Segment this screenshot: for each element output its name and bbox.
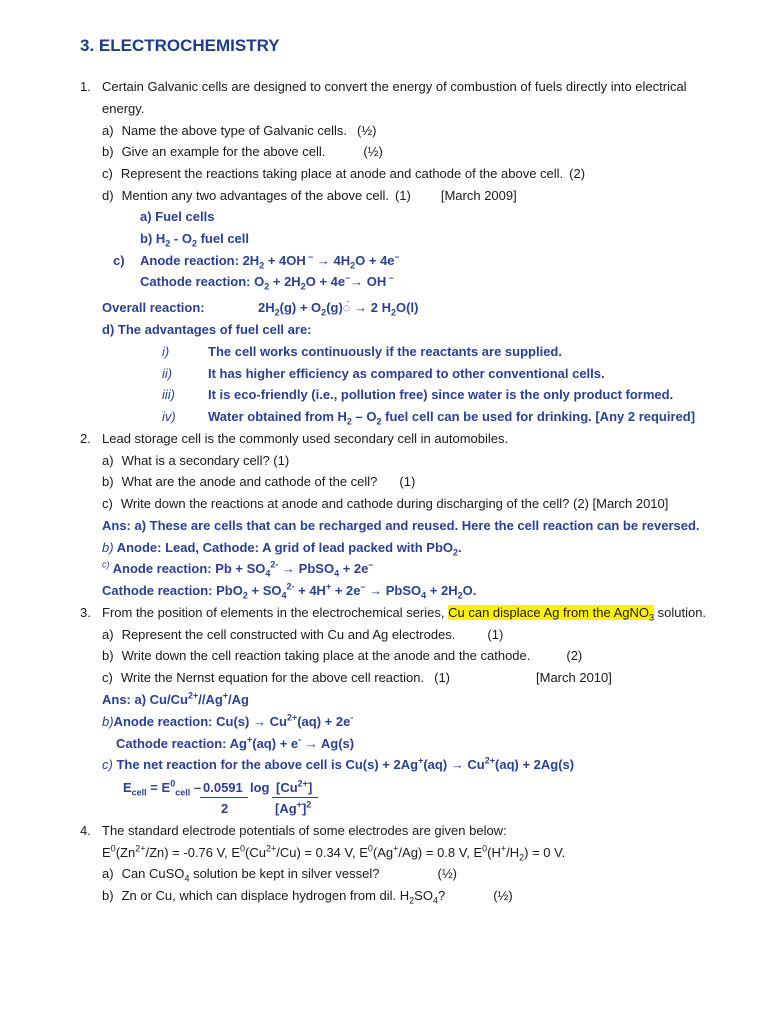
nernst-numerator: 0.0591 — [203, 780, 243, 795]
advantage-item: The cell works continuously if the reactants are supplied. — [208, 344, 562, 359]
nernst-log: log — [250, 780, 270, 795]
answer-a: a) Fuel cells — [140, 209, 215, 224]
answer-a: Ans: a) $Cu/Cu^{2+}//Ag^+/Ag$ — [102, 690, 249, 707]
advantage-item: It has higher efficiency as compared to other conventional cells. — [208, 366, 605, 381]
overall-reaction: $2H_2(g)$ + $O_2(g)◌̇ \to 2$ $H_2O(l)$ — [258, 300, 419, 318]
question-number: 3. — [80, 605, 91, 620]
nernst-reactant-conc: $[Ag^+]^2$ — [275, 799, 312, 816]
cathode-reaction: Cathode reaction: $PbO_2 + SO_4^{2-} + 4H^+ + 2e^-$ → PbSO$_4$ + $2H_2O$. — [102, 581, 477, 601]
question-stem: From the position of elements in the electrochemical series, Cu can displace Ag from the AgNO$_3$ solution. — [102, 605, 707, 623]
advantage-numeral: iii) — [162, 387, 175, 402]
subquestion-b: b) Give an example for the above cell. (½) — [102, 144, 383, 159]
nernst-lhs: $E_{cell} = E^0_{cell}$ – — [123, 778, 202, 798]
nernst-denominator: 2 — [221, 801, 229, 816]
subquestion-c: c) Write down the reactions at anode and cathode during discharging of the cell? (2) [March 2010] — [102, 496, 669, 511]
question-number: 4. — [80, 823, 91, 838]
subquestion-b: b) Write down the cell reaction taking place at the anode and the cathode. (2) — [102, 648, 583, 663]
fraction-bar — [200, 797, 248, 798]
subquestion-a: a) What is a secondary cell? (1) — [102, 453, 290, 468]
question-number: 2. — [80, 431, 91, 446]
advantage-numeral: i) — [162, 344, 170, 359]
net-reaction: c) The net reaction for the above cell is $Cu(s) + 2Ag^+(aq) \to Cu^{2+}(aq) + 2Ag(s)$ — [102, 755, 575, 772]
question-stem-continued: energy. — [102, 101, 145, 116]
advantage-numeral: ii) — [162, 366, 173, 381]
anode-reaction: $^{c)}$ Anode reaction: $Pb + SO_4^{2-}$ → PbSO$_4$ + 2e– — [102, 559, 374, 579]
anode-reaction: Anode reaction: $2H_2 + 4OH$ $^- \to 4H_2O + 4e^-$ — [140, 251, 400, 271]
subquestion-c: c) Represent the reactions taking place at anode and cathode of the above cell. (2) — [102, 166, 586, 181]
question-number: 1. — [80, 79, 91, 94]
subquestion-a: a) Can CuSO$_4$ solution be kept in silver vessel? (½) — [102, 866, 457, 884]
page-title: 3. ELECTROCHEMISTRY — [80, 36, 280, 55]
answer-b: b)Anode reaction: $Cu(s) \to Cu^{2+}(aq) + 2e^-$ — [102, 712, 354, 729]
fraction-bar — [272, 797, 318, 798]
subquestion-a: a) Name the above type of Galvanic cells. (½) — [102, 123, 377, 138]
nernst-product-conc: $[Cu^{2+}]$ — [276, 778, 313, 795]
cathode-reaction: Cathode reaction: Ag+(aq) + e- → Ag(s) — [116, 734, 355, 751]
answer-b: b) Anode: Lead, Cathode: A grid of lead packed with PbO$_2$. — [102, 540, 462, 558]
subquestion-c: c) Write the Nernst equation for the above cell reaction. (1) [March 2010] — [102, 670, 612, 685]
subquestion-a: a) Represent the cell constructed with Cu and Ag electrodes. (1) — [102, 627, 504, 642]
question-stem: The standard electrode potentials of some electrodes are given below: — [102, 823, 507, 838]
question-stem: Lead storage cell is the commonly used secondary cell in automobiles. — [102, 431, 509, 446]
overall-reaction-label: Overall reaction: — [102, 300, 205, 315]
subquestion-b: b) Zn or Cu, which can displace hydrogen from dil. $H_2SO_4$? (½) — [102, 888, 513, 906]
answer-b: b) $H_2 - O_2$ fuel cell — [140, 231, 250, 249]
subquestion-d: d) Mention any two advantages of the above cell. (1) [March 2009] — [102, 188, 517, 203]
advantages-heading: d) The advantages of fuel cell are: — [102, 322, 312, 337]
question-stem: Certain Galvanic cells are designed to convert the energy of combustion of fuels directly into electrical — [102, 79, 687, 94]
electrode-potentials: $E^0(Zn^{2+}/Zn) = -0.76$ V, $E^0(Cu^{2+}/Cu) = 0.34$ V, $E^0(Ag^+/Ag) = 0.8$ V, $E^0(H^+/H_2) = 0$ V. — [102, 843, 566, 863]
advantage-item: It is eco-friendly (i.e., pollution free) since water is the only product formed. — [208, 387, 674, 402]
advantage-item: Water obtained from $H_2 - O_2$ fuel cell can be used for drinking. [Any 2 required] — [208, 409, 696, 427]
cathode-reaction: Cathode reaction: $O_2 + 2H_2O + 4e^-\to$ OH – — [140, 272, 394, 292]
advantage-numeral: iv) — [162, 409, 176, 424]
highlighted-text: Cu can displace Ag from the AgNO$_3$ — [448, 605, 655, 623]
subquestion-b: b) What are the anode and cathode of the cell? (1) — [102, 474, 416, 489]
answer-c-mark: c) — [113, 253, 125, 268]
answer-a: Ans: a) These are cells that can be recharged and reused. Here the cell reaction can be reversed. — [102, 518, 700, 533]
